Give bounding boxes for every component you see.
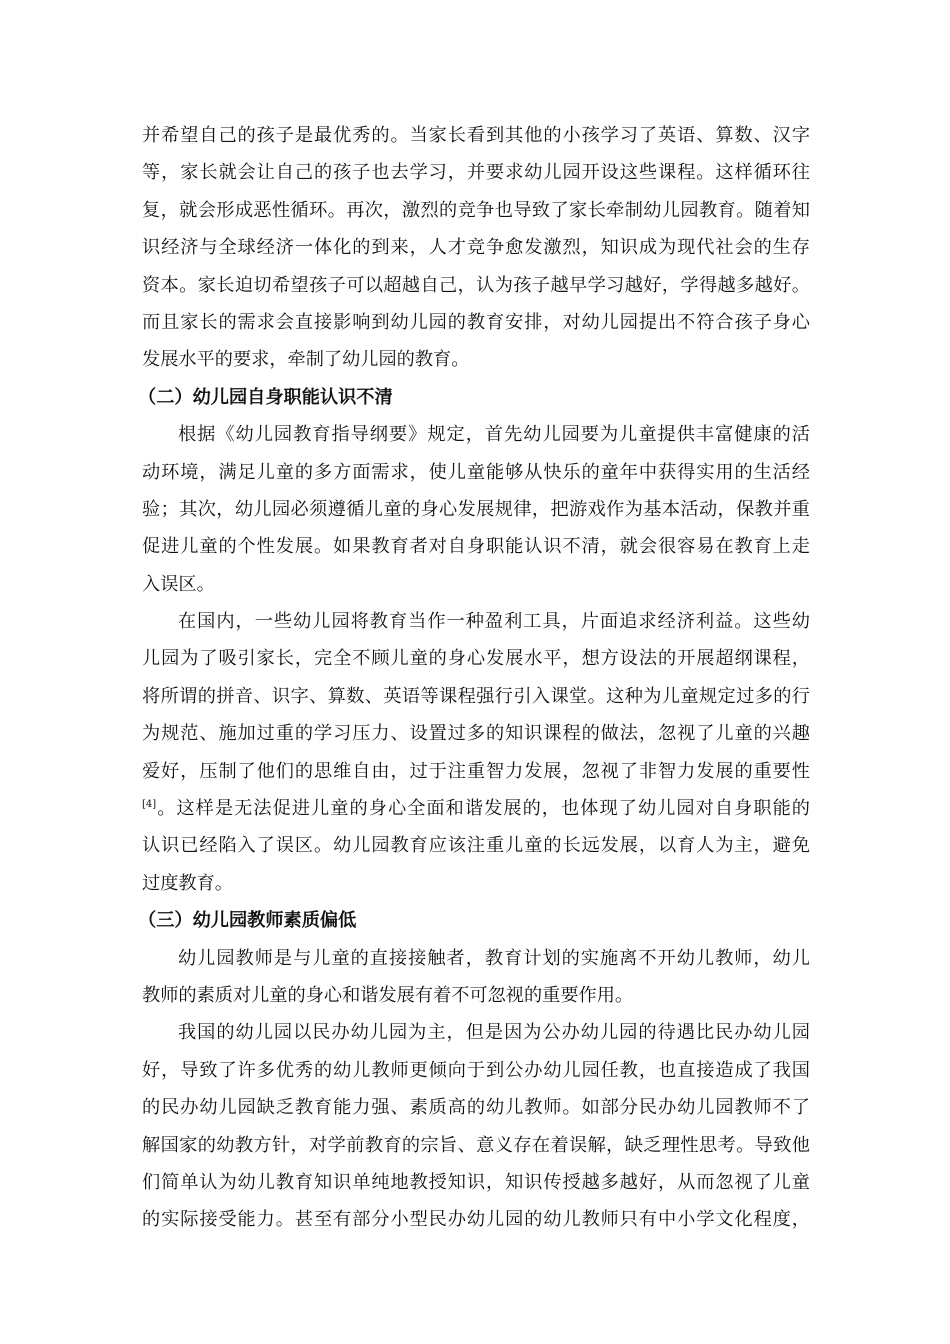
section-heading-3: （三）幼儿园教师素质偏低	[138, 910, 357, 932]
text-line: 好，导致了许多优秀的幼儿教师更倾向于到公办幼儿园任教，也直接造成了我国	[142, 1059, 810, 1081]
paragraph-teachers	[142, 940, 810, 1015]
text-line: 解国家的幼教方针，对学前教育的宗旨、意义存在着误解，缺乏理性思考。导致他	[142, 1134, 810, 1156]
text-line: 的民办幼儿园缺乏教育能力强、素质高的幼儿教师。如部分民办幼儿园教师不了	[142, 1097, 810, 1119]
paragraph-private-kindergartens	[142, 1014, 810, 1238]
text-line-with-citation	[142, 790, 810, 827]
text-line: 将所谓的拼音、识字、算数、英语等课程强行引入课堂。这种为儿童规定过多的行	[142, 685, 810, 707]
text-line: 在国内，一些幼儿园将教育当作一种盈利工具，片面追求经济利益。这些幼	[178, 611, 810, 633]
text-line: 过度教育。	[142, 872, 233, 894]
text-line: 验；其次，幼儿园必须遵循儿童的身心发展规律，把游戏作为基本活动，保教并重	[142, 498, 810, 520]
text-line: 并希望自己的孩子是最优秀的。当家长看到其他的小孩学习了英语、算数、汉字	[142, 125, 810, 146]
text-line: 资本。家长迫切希望孩子可以超越自己，认为孩子越早学习越好，学得越多越好。	[142, 274, 810, 296]
body-text	[138, 117, 810, 1239]
text-line: 儿园为了吸引家长，完全不顾儿童的身心发展水平，想方设法的开展超纲课程，	[142, 648, 810, 670]
text-span: 。这样是无法促进儿童的身心全面和谐发展的，也体现了幼儿园对自身职能的	[156, 798, 810, 820]
text-line: 的实际接受能力。甚至有部分小型民办幼儿园的幼儿教师只有中小学文化程度，	[142, 1209, 810, 1231]
text-line: 动环境，满足儿童的多方面需求，使儿童能够从快乐的童年中获得实用的生活经	[142, 461, 810, 483]
citation-ref: [4]	[142, 799, 157, 811]
paragraph-domestic	[142, 603, 810, 902]
text-line: 发展水平的要求，牵制了幼儿园的教育。	[142, 349, 470, 371]
text-line: 我国的幼儿园以民办幼儿园为主，但是因为公办幼儿园的待遇比民办幼儿园	[178, 1022, 810, 1044]
text-line: 爱好，压制了他们的思维自由，过于注重智力发展，忽视了非智力发展的重要性	[142, 760, 810, 782]
text-line: 促进儿童的个性发展。如果教育者对自身职能认识不清，就会很容易在教育上走	[142, 536, 810, 558]
text-line: 识经济与全球经济一体化的到来，人才竞争愈发激烈，知识成为现代社会的生存	[142, 237, 810, 259]
text-line: 等，家长就会让自己的孩子也去学习，并要求幼儿园开设这些课程。这样循环往	[142, 162, 810, 184]
text-line: 为规范、施加过重的学习压力、设置过多的知识课程的做法，忽视了儿童的兴趣	[142, 723, 810, 745]
text-line: 入误区。	[142, 573, 215, 595]
text-line: 们简单认为幼儿教育知识单纯地教授知识，知识传授越多越好，从而忽视了儿童	[142, 1171, 810, 1193]
text-line: 复，就会形成恶性循环。再次，激烈的竞争也导致了家长牵制幼儿园教育。随着知	[142, 199, 810, 221]
paragraph-guidelines	[142, 416, 810, 603]
text-line: 教师的素质对儿童的身心和谐发展有着不可忽视的重要作用。	[142, 984, 634, 1006]
text-line: 而且家长的需求会直接影响到幼儿园的教育安排，对幼儿园提出不符合孩子身心	[142, 311, 810, 333]
text-line: 认识已经陷入了误区。幼儿园教育应该注重儿童的长远发展，以育人为主，避免	[142, 835, 810, 857]
section-heading-2: （二）幼儿园自身职能认识不清	[138, 386, 393, 408]
text-line: 根据《幼儿园教育指导纲要》规定，首先幼儿园要为儿童提供丰富健康的活	[178, 424, 810, 446]
text-line: 幼儿园教师是与儿童的直接接触者，教育计划的实施离不开幼儿教师，幼儿	[178, 947, 810, 969]
paragraph-parent-pressure	[142, 117, 810, 379]
